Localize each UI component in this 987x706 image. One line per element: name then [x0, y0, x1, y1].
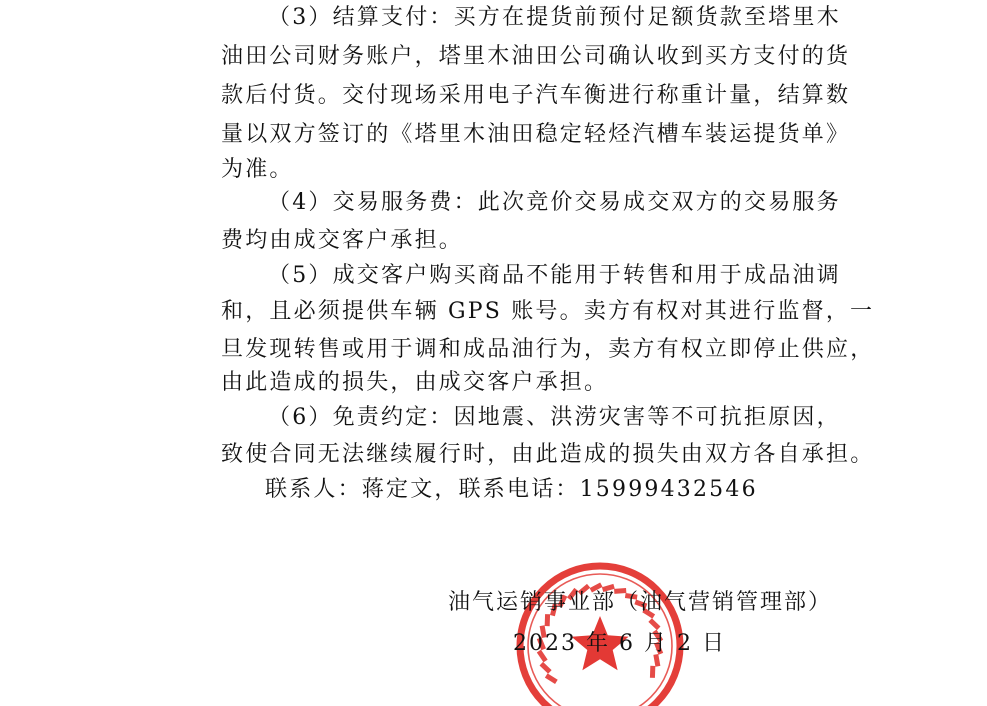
paragraph-3-line-5: 为准。: [221, 157, 294, 182]
paragraph-3-line-1: （3）结算支付：买方在提货前预付足额货款至塔里木: [268, 5, 841, 30]
paragraph-6-line-2: 致使合同无法继续履行时，由此造成的损失由双方各自承担。: [221, 442, 875, 467]
paragraph-5-line-3: 旦发现转售或用于调和成品油行为，卖方有权立即停止供应，: [221, 337, 875, 362]
paragraph-3-line-2: 油田公司财务账户，塔里木油田公司确认收到买方支付的货: [221, 44, 851, 69]
paragraph-4-line-2: 费均由成交客户承担。: [221, 228, 464, 253]
paragraph-3-line-4: 量以双方签订的《塔里木油田稳定轻烃汽槽车装运提货单》: [221, 122, 851, 147]
paragraph-6-line-1: （6）免责约定：因地震、洪涝灾害等不可抗拒原因，: [268, 405, 841, 430]
signature-date: 2023 年 6 月 2 日: [513, 631, 726, 656]
signature-department: 油气运销事业部（油气营销管理部）: [448, 590, 833, 615]
contact-line: 联系人：蒋定文，联系电话：15999432546: [265, 477, 758, 502]
paragraph-4-line-1: （4）交易服务费：此次竞价交易成交双方的交易服务: [268, 190, 841, 215]
official-seal: [500, 548, 700, 706]
paragraph-5-line-4: 由此造成的损失，由成交客户承担。: [221, 370, 609, 395]
paragraph-5-line-2: 和，且必须提供车辆 GPS 账号。卖方有权对其进行监督，一: [221, 299, 875, 324]
paragraph-3-line-3: 款后付货。交付现场采用电子汽车衡进行称重计量，结算数: [221, 83, 851, 108]
paragraph-5-line-1: （5）成交客户购买商品不能用于转售和用于成品油调: [268, 263, 841, 288]
